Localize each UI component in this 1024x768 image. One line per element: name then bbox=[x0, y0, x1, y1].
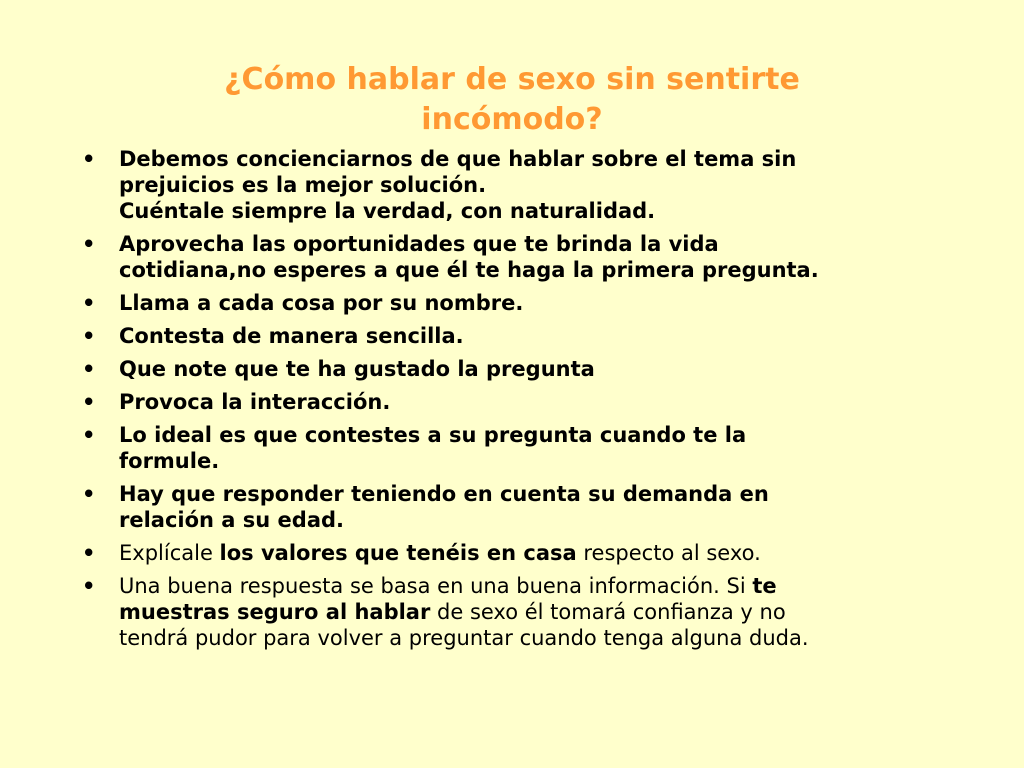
bullet-icon: • bbox=[82, 482, 96, 506]
bullet-item bbox=[82, 481, 962, 533]
bullet-text-line: Debemos concienciarnos de que hablar sobre el tema sin bbox=[119, 147, 797, 171]
bullet-icon: • bbox=[82, 147, 96, 171]
bullet-text-line bbox=[119, 573, 962, 599]
bullet-icon: • bbox=[82, 324, 96, 348]
bullet-item bbox=[82, 231, 962, 283]
bullet-item bbox=[82, 540, 962, 566]
bullet-text-line bbox=[119, 599, 962, 625]
bullet-item bbox=[82, 290, 962, 316]
bullet-icon: • bbox=[82, 541, 96, 565]
bullet-icon: • bbox=[82, 574, 96, 598]
bullet-icon: • bbox=[82, 232, 96, 256]
bullet-text-emphasis: muestras seguro al hablar bbox=[119, 600, 431, 624]
bullet-item bbox=[82, 146, 962, 224]
bullet-item bbox=[82, 323, 962, 349]
bullet-item bbox=[82, 356, 962, 382]
bullet-text-regular: Una buena respuesta se basa en una buena información. Si bbox=[119, 574, 753, 598]
bullet-text-line: prejuicios es la mejor solución. bbox=[119, 173, 487, 197]
bullet-item bbox=[82, 422, 962, 474]
bullet-icon: • bbox=[82, 357, 96, 381]
bullet-text-line: Cuéntale siempre la verdad, con naturalidad. bbox=[119, 199, 656, 223]
bullet-text-line bbox=[119, 540, 962, 566]
bullet-text-line: Lo ideal es que contestes a su pregunta cuando te la bbox=[119, 423, 747, 447]
bullet-list bbox=[82, 146, 962, 658]
bullet-icon: • bbox=[82, 423, 96, 447]
bullet-icon: • bbox=[82, 390, 96, 414]
slide-title bbox=[120, 60, 904, 140]
bullet-text-line: Aprovecha las oportunidades que te brinda la vida bbox=[119, 232, 719, 256]
bullet-text-regular: de sexo él tomará confianza y no bbox=[430, 600, 786, 624]
bullet-text-emphasis: te bbox=[752, 574, 777, 598]
bullet-text: Que note que te ha gustado la pregunta bbox=[119, 357, 595, 381]
bullet-text-emphasis: los valores que tenéis en casa bbox=[219, 541, 577, 565]
title-line-1: ¿Cómo hablar de sexo sin sentirte bbox=[224, 62, 800, 97]
bullet-text-line: tendrá pudor para volver a preguntar cuando tenga alguna duda. bbox=[119, 626, 809, 650]
bullet-text-regular: respecto al sexo. bbox=[576, 541, 761, 565]
bullet-text-line: relación a su edad. bbox=[119, 508, 345, 532]
bullet-text-regular: Explícale bbox=[119, 541, 220, 565]
title-line-2: incómodo? bbox=[421, 102, 603, 137]
bullet-text-line: Hay que responder teniendo en cuenta su demanda en bbox=[119, 482, 769, 506]
bullet-text: Contesta de manera sencilla. bbox=[119, 324, 464, 348]
bullet-icon: • bbox=[82, 291, 96, 315]
bullet-item bbox=[82, 389, 962, 415]
bullet-text-line: cotidiana,no esperes a que él te haga la primera pregunta. bbox=[119, 258, 819, 282]
bullet-text: Llama a cada cosa por su nombre. bbox=[119, 291, 524, 315]
bullet-text-line: formule. bbox=[119, 449, 220, 473]
bullet-item bbox=[82, 573, 962, 651]
bullet-text: Provoca la interacción. bbox=[119, 390, 391, 414]
